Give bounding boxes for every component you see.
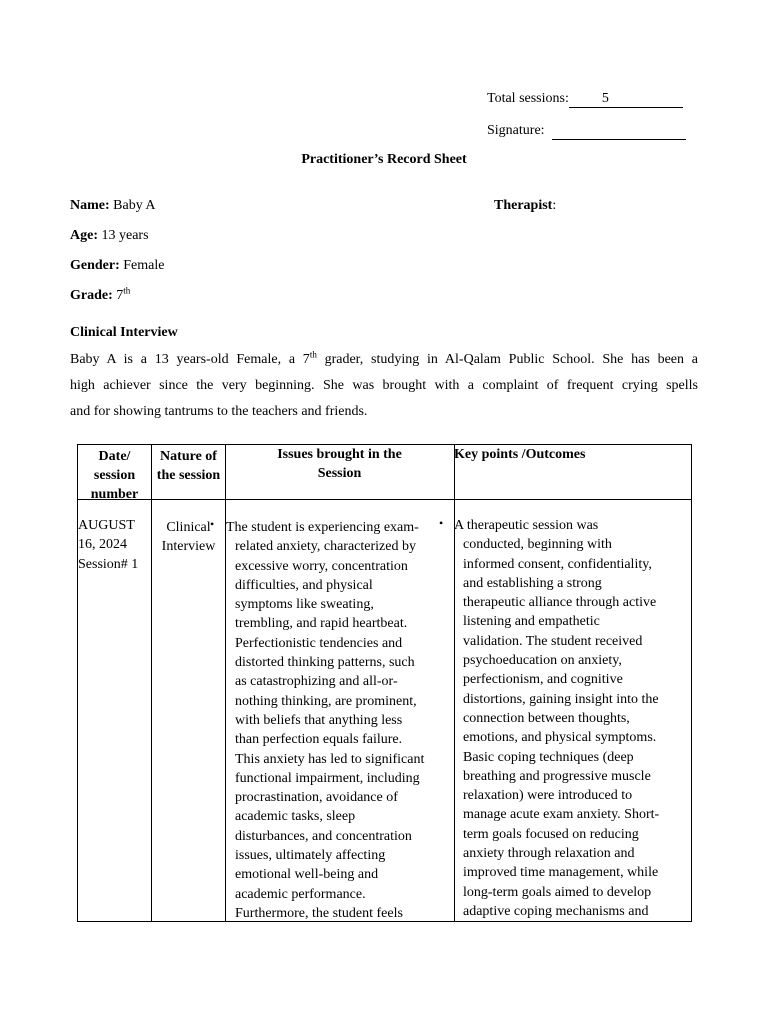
row-date: AUGUST 16, 2024 Session# 1 xyxy=(78,518,139,572)
session-table xyxy=(77,444,692,922)
row-outcomes: A therapeutic session was conducted, beginning with informed consent, confidentiality, and establishing a strong therapeutic alliance through active listening and empathetic validation. The student received psychoeducation on anxiety, perfectionism, and cognitive distortions, gaining insight into the connection between thoughts, emotions, and physical symptoms. Basic coping techniques (deep breathing and progressive muscle relaxation) were introduced to manage acute exam anxiety. Short- term goals focused on reducing anxiety through relaxation and improved time management, while long-term goals aimed to develop adaptive coping mechanisms and xyxy=(454,518,660,919)
page-title: Practitioner’s Record Sheet xyxy=(301,152,467,167)
issues-bullet: • xyxy=(210,517,215,531)
grade-value: 7 xyxy=(116,288,124,303)
age-field xyxy=(70,228,149,244)
gender-value: Female xyxy=(123,258,165,273)
grade-field: Grade: 7th xyxy=(70,285,131,303)
name-field xyxy=(70,198,156,214)
age-label: Age: xyxy=(70,228,98,243)
header-issues: Issues brought in the Session xyxy=(277,447,402,481)
gender-label: Gender: xyxy=(70,258,120,273)
age-value: 13 years xyxy=(101,228,149,243)
therapist-label: Therapist xyxy=(494,198,553,213)
paragraph-line: Baby A is a 13 years-old Female, a 7th grader, studying in Al-Qalam Public School. She has been a xyxy=(70,349,698,367)
name-value: Baby A xyxy=(113,198,156,213)
paragraph-line: and for showing tantrums to the teachers and friends. xyxy=(70,404,368,419)
header-nature: Nature of the session xyxy=(156,449,221,483)
signature-label: Signature: xyxy=(487,123,545,138)
total-sessions-value: 5 xyxy=(569,91,683,108)
paragraph-line: high achiever since the very beginning. She was brought with a complaint of frequent crying spells xyxy=(70,378,698,393)
header-outcomes: Key points /Outcomes xyxy=(454,447,586,462)
clinical-interview-heading: Clinical Interview xyxy=(70,325,178,340)
header-date: Date/ session number xyxy=(90,449,139,502)
total-sessions xyxy=(487,91,683,108)
outcomes-bullet: • xyxy=(439,516,444,530)
total-sessions-label: Total sessions: xyxy=(487,91,569,106)
gender-field xyxy=(70,258,164,274)
signature-line xyxy=(552,123,686,140)
grade-label: Grade: xyxy=(70,288,113,303)
row-issues: The student is experiencing exam- related anxiety, characterized by excessive worry, concentration difficulties, and physical symptoms like sweating, trembling, and rapid heartbeat. Perfectionistic tendencies and distorted thinking patterns, such as catastrophizing and all-or- nothing thinking, are prominent, with beliefs that anything less than perfection equals failure. This anxiety has led to significant functional impairment, including procrastination, avoidance of academic tasks, sleep disturbances, and concentration issues, ultimately affecting emotional well-being and academic performance. Furthermore, the student feels xyxy=(226,520,425,921)
signature xyxy=(487,123,686,140)
clinical-interview-text xyxy=(70,347,698,425)
therapist-field: Therapist: xyxy=(494,198,557,213)
name-label: Name: xyxy=(70,198,110,213)
row-nature: Clinical Interview xyxy=(161,520,216,555)
